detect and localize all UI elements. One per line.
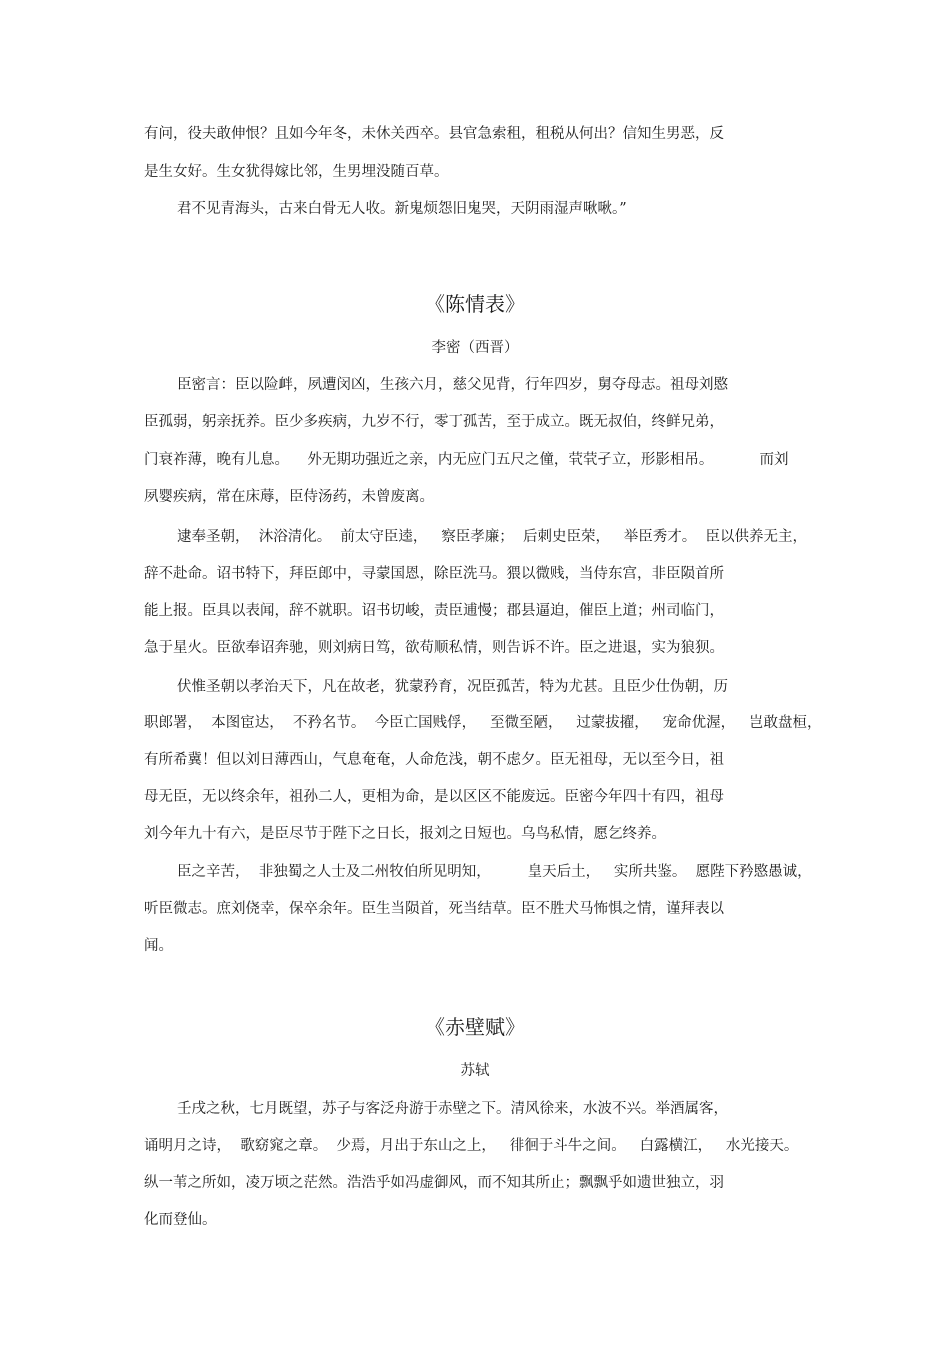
paragraph-line: 职郎署， 本图宦达， 不矜名节。 今臣亡国贱俘， 至微至陋， 过蒙拔擢， 宠命优渥， 岂敢盘桓， <box>144 715 822 731</box>
paragraph-line: 有所希冀！但以刘日薄西山，气息奄奄，人命危浅，朝不虑夕。臣无祖母，无以至今日，祖 <box>144 752 724 768</box>
paragraph-line: 臣密言：臣以险衅，夙遭闵凶，生孩六月，慈父见背，行年四岁，舅夺母志。祖母刘愍 <box>177 377 728 393</box>
paragraph-line: 伏惟圣朝以孝治天下，凡在故老，犹蒙矜育，况臣孤苦，特为尤甚。且臣少仕伪朝，历 <box>177 679 728 695</box>
paragraph-line: 纵一苇之所如，凌万顷之茫然。浩浩乎如冯虚御风，而不知其所止；飘飘乎如遗世独立，羽 <box>144 1175 724 1191</box>
paragraph-line: 逮奉圣朝， 沐浴清化。 前太守臣逵， 察臣孝廉； 后刺史臣荣， 举臣秀才。 臣以供养无主， <box>177 529 808 545</box>
author-line: 苏轼 <box>460 1063 490 1079</box>
section-title-chibifu: 《赤壁赋》 <box>425 1015 525 1039</box>
paragraph-line: 刘今年九十有六，是臣尽节于陛下之日长，报刘之日短也。乌鸟私情，愿乞终养。 <box>144 826 666 842</box>
paragraph-line: 臣孤弱，躬亲抚养。臣少多疾病，九岁不行，零丁孤苦，至于成立。既无叔伯，终鲜兄弟， <box>144 414 724 430</box>
section-title-chenqingbiao: 《陈情表》 <box>425 292 525 316</box>
paragraph-line: 闻。 <box>144 938 173 954</box>
paragraph-line: 能上报。臣具以表闻，辞不就职。诏书切峻，责臣逋慢；郡县逼迫，催臣上道；州司临门， <box>144 603 724 619</box>
poem-line: 君不见青海头，古来白骨无人收。新鬼烦怨旧鬼哭，天阴雨湿声啾啾。” <box>177 201 627 217</box>
poem-line: 有问，役夫敢伸恨？且如今年冬，未休关西卒。县官急索租，租税从何出？信知生男恶，反 <box>144 126 724 142</box>
paragraph-line: 门衰祚薄，晚有儿息。 外无期功强近之亲，内无应门五尺之僮，茕茕孑立，形影相吊。 而刘 <box>144 452 789 468</box>
paragraph-line: 夙婴疾病，常在床蓐，臣侍汤药，未曾废离。 <box>144 489 434 505</box>
author-line: 李密（西晋） <box>431 340 519 356</box>
paragraph-line: 臣之辛苦， 非独蜀之人士及二州牧伯所见明知， 皇天后土， 实所共鉴。 愿陛下矜愍愚诚， <box>177 864 812 880</box>
paragraph-line: 壬戌之秋，七月既望，苏子与客泛舟游于赤壁之下。清风徐来，水波不兴。举酒属客， <box>177 1101 728 1117</box>
paragraph-line: 辞不赴命。诏书特下，拜臣郎中，寻蒙国恩，除臣洗马。猥以微贱，当侍东宫，非臣陨首所 <box>144 566 724 582</box>
paragraph-line: 听臣微志。庶刘侥幸，保卒余年。臣生当陨首，死当结草。臣不胜犬马怖惧之情，谨拜表以 <box>144 901 724 917</box>
paragraph-line: 急于星火。臣欲奉诏奔驰，则刘病日笃，欲苟顺私情，则告诉不许。臣之进退，实为狼狈。 <box>144 640 724 656</box>
paragraph-line: 母无臣，无以终余年，祖孙二人，更相为命，是以区区不能废远。臣密今年四十有四，祖母 <box>144 789 724 805</box>
poem-line: 是生女好。生女犹得嫁比邻，生男埋没随百草。 <box>144 164 449 180</box>
paragraph-line: 诵明月之诗， 歌窈窕之章。 少焉，月出于东山之上， 徘徊于斗牛之间。 白露横江， 水光接天。 <box>144 1138 799 1154</box>
paragraph-line: 化而登仙。 <box>144 1212 217 1228</box>
